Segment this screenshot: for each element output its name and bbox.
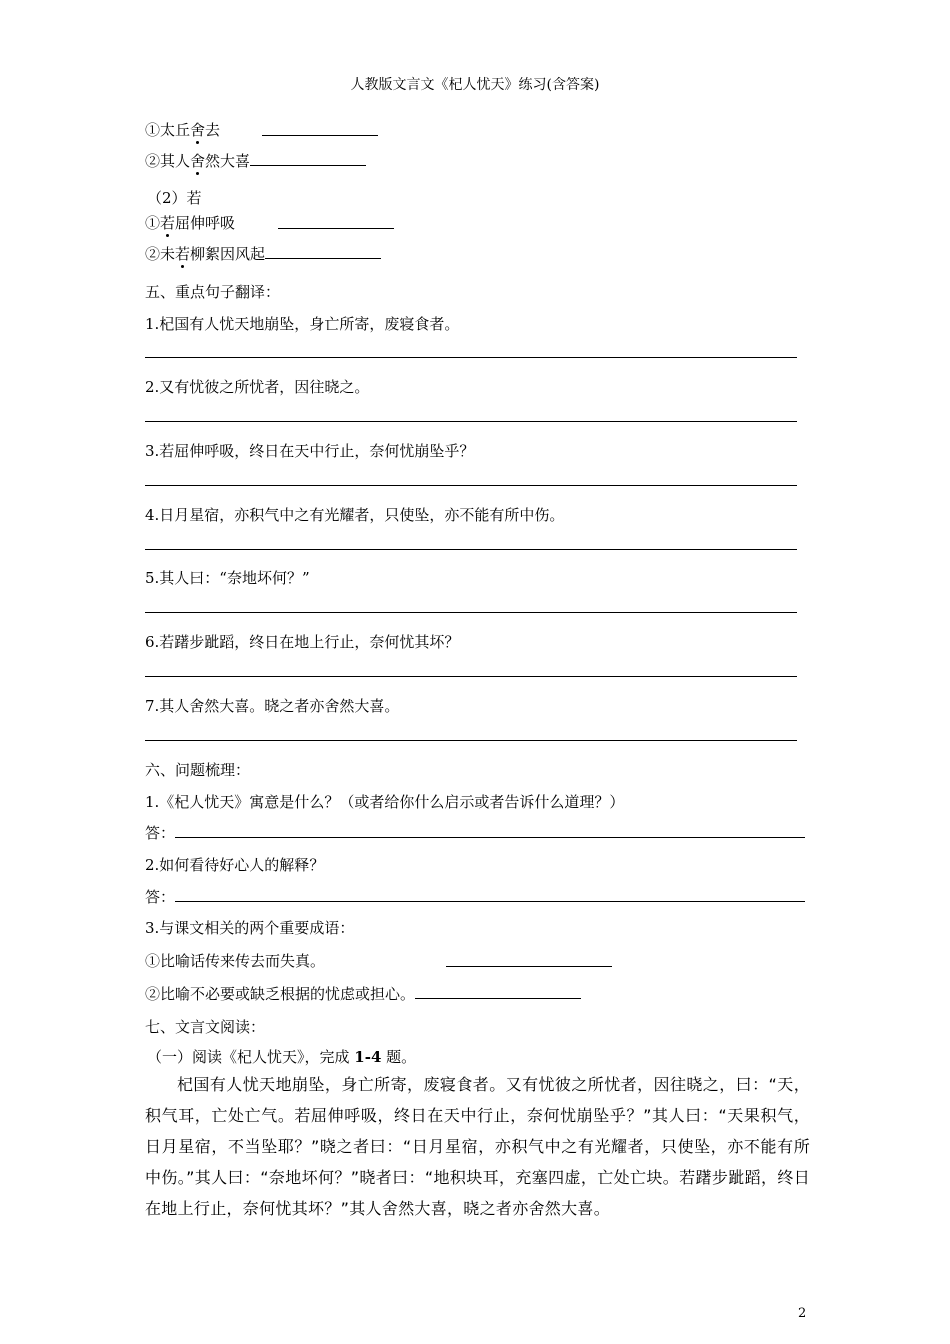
item-prefix: ②其人 <box>145 152 191 170</box>
answer-label: 答： <box>145 824 176 842</box>
answer-blank[interactable] <box>265 244 381 259</box>
item-suffix: 屈伸呼吸 <box>175 214 236 232</box>
section-heading-reading: 七、文言文阅读： <box>145 1018 266 1036</box>
page-number: 2 <box>798 1306 807 1321</box>
answer-line[interactable] <box>145 676 797 677</box>
answer-row-1 <box>145 822 805 843</box>
item-suffix: 然大喜 <box>205 152 251 170</box>
answer-line[interactable] <box>145 612 797 613</box>
word-group-heading-ruo: （2）若 <box>147 189 202 207</box>
instruction-suffix: 题。 <box>381 1048 417 1066</box>
answer-line[interactable] <box>175 823 805 838</box>
instruction-text: （一）阅读《杞人忧天》，完成 <box>147 1048 355 1066</box>
answer-line[interactable] <box>175 887 805 902</box>
classical-passage: 杞国有人忧天地崩坠，身亡所寄，废寝食者。又有忧彼之所忧者，因往晓之，曰：“天，积气耳，亡处亡气。若屈伸呼吸，终日在天中行止，奈何忧崩坠乎？”其人曰：“天果积气，日月星宿，不当坠耶？”晓之者曰：“日月星宿，亦积气中之有光耀者，只使坠，亦不能有所中伤。”其人曰：“奈地坏何？”晓者曰：“地积块耳，充塞四虚，亡处亡块。若躇步跐蹈，终日在地上行止，奈何忧其坏？”其人舍然大喜，晓之者亦舍然大喜。 <box>145 1075 810 1218</box>
item-prefix: ①太丘 <box>145 121 191 139</box>
dotted-character: 舍 <box>190 121 206 139</box>
idiom-item-1: ①比喻话传来传去而失真。 <box>145 952 326 970</box>
answer-line[interactable] <box>145 740 797 741</box>
word-item-ruo-2 <box>145 243 381 264</box>
word-item-ruo-1 <box>145 212 235 233</box>
dotted-character: 舍 <box>190 152 206 170</box>
answer-row-2 <box>145 886 805 907</box>
idiom-text: ②比喻不必要或缺乏根据的忧虑或担心。 <box>145 985 416 1003</box>
item-suffix: 去 <box>205 121 221 139</box>
section-heading-translation: 五、重点句子翻译： <box>145 283 281 301</box>
translation-sentence-1: 1.杞国有人忧天地崩坠，身亡所寄，废寝食者。 <box>145 315 460 333</box>
reading-instruction <box>147 1046 416 1067</box>
answer-label: 答： <box>145 888 176 906</box>
answer-line[interactable] <box>145 421 797 422</box>
translation-sentence-5: 5.其人曰：“奈地坏何？” <box>145 569 310 587</box>
item-suffix: 柳絮因风起 <box>190 245 266 263</box>
dotted-character: 若 <box>175 245 191 263</box>
answer-blank[interactable] <box>278 214 394 229</box>
question-1: 1.《杞人忧天》寓意是什么？（或者给你什么启示或者告诉什么道理？） <box>145 793 625 811</box>
dotted-character: 若 <box>160 214 176 232</box>
answer-blank[interactable] <box>262 121 378 136</box>
translation-sentence-3: 3.若屈伸呼吸，终日在天中行止，奈何忧崩坠乎？ <box>145 442 475 460</box>
translation-sentence-4: 4.日月星宿，亦积气中之有光耀者，只使坠，亦不能有所中伤。 <box>145 506 565 524</box>
answer-line[interactable] <box>145 549 797 550</box>
answer-blank[interactable] <box>415 984 581 999</box>
item-prefix: ① <box>145 214 161 232</box>
translation-sentence-7: 7.其人舍然大喜。晓之者亦舍然大喜。 <box>145 697 400 715</box>
word-item-she-1 <box>145 119 220 140</box>
idiom-item-2 <box>145 983 581 1004</box>
page-header: 人教版文言文《杞人忧天》练习(含答案) <box>350 77 600 93</box>
answer-line[interactable] <box>145 357 797 358</box>
section-heading-questions: 六、问题梳理： <box>145 761 251 779</box>
item-prefix: ②未 <box>145 245 176 263</box>
translation-sentence-2: 2.又有忧彼之所忧者，因往晓之。 <box>145 378 370 396</box>
answer-blank[interactable] <box>446 952 612 967</box>
question-range: 1-4 <box>354 1048 382 1066</box>
answer-blank[interactable] <box>250 151 366 166</box>
question-2: 2.如何看待好心人的解释？ <box>145 856 325 874</box>
question-3: 3.与课文相关的两个重要成语： <box>145 919 355 937</box>
translation-sentence-6: 6.若躇步跐蹈，终日在地上行止，奈何忧其坏？ <box>145 633 460 651</box>
word-item-she-2 <box>145 150 366 171</box>
answer-line[interactable] <box>145 485 797 486</box>
